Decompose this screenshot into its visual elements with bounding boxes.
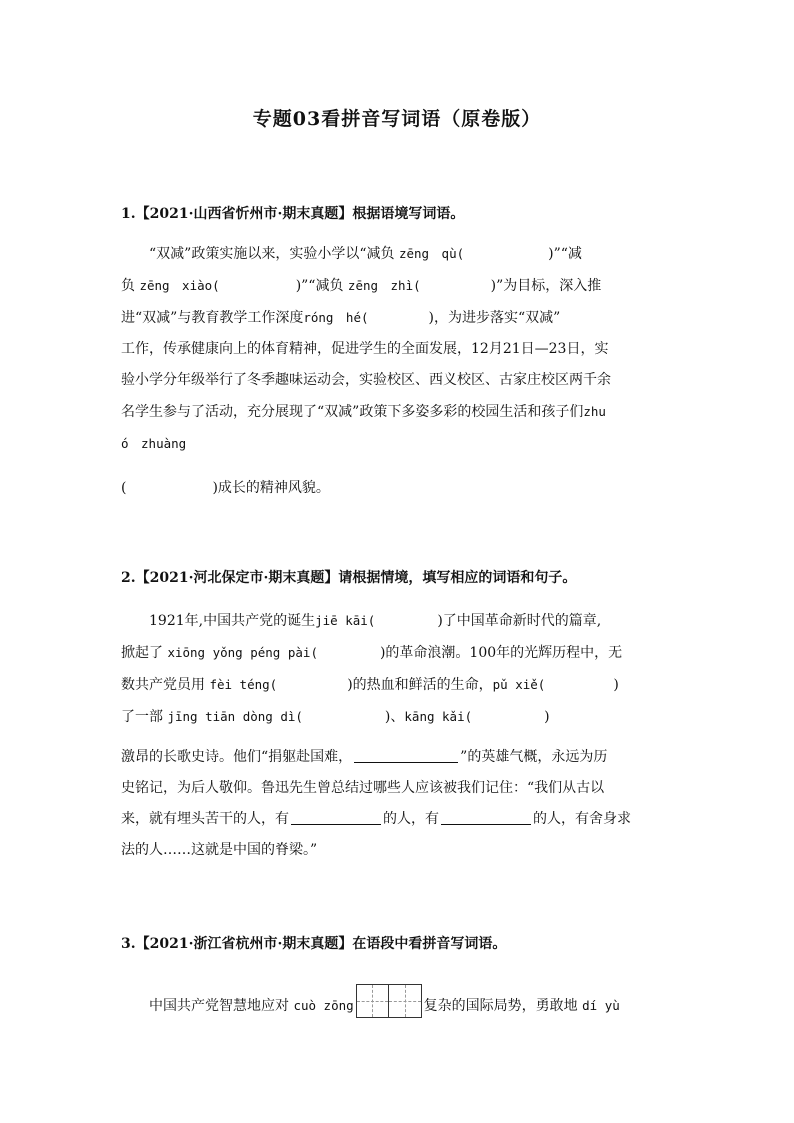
q1-text: )，为进步落实“双减” bbox=[428, 310, 561, 326]
q1-text: )”为目标，深入推 bbox=[490, 278, 602, 294]
q2-text: 1921年,中国共产党的诞生 bbox=[149, 613, 316, 629]
q2-pinyin-1: jiē kāi( bbox=[315, 613, 376, 628]
q2-underline-blank-3[interactable] bbox=[441, 810, 531, 825]
q2-underline-blank-1[interactable] bbox=[354, 748, 458, 763]
q1-line-4: 工作，传承健康向上的体育精神，促进学生的全面发展，12月21日—23日，实 bbox=[121, 341, 609, 357]
q1-text: )成长的精神风貌。 bbox=[212, 480, 330, 496]
question-2-heading: 2.【2021·河北保定市·期末真题】请根据情境，填写相应的词语和句子。 bbox=[121, 570, 577, 586]
q2-text: 的人，有舍身求 bbox=[533, 811, 631, 827]
q1-line-2 bbox=[121, 270, 677, 302]
q3-pinyin-2: dí yù bbox=[582, 998, 620, 1013]
question-1-heading: 1.【2021·山西省忻州市·期末真题】根据语境写词语。 bbox=[121, 206, 465, 222]
tianzige-cell[interactable] bbox=[389, 985, 421, 1017]
q2-line-8: 法的人……这就是中国的脊梁。” bbox=[121, 842, 318, 858]
q1-line-5: 验小学分年级举行了冬季趣味运动会，实验校区、西义校区、古家庄校区两千余 bbox=[121, 372, 611, 388]
q1-text: ( bbox=[121, 480, 127, 496]
q3-text: 中国共产党智慧地应对 bbox=[149, 998, 289, 1014]
q2-text: 掀起了 bbox=[121, 645, 163, 661]
q1-pinyin-4: róng hé( bbox=[303, 310, 369, 325]
question-2-passage-a bbox=[121, 605, 677, 733]
question-3-heading: 3.【2021·浙江省杭州市·期末真题】在语段中看拼音写词语。 bbox=[121, 936, 507, 952]
q1-text: )”“减 bbox=[548, 246, 582, 262]
q2-line-6: 史铭记，为后人敬仰。鲁迅先生曾总结过哪些人应该被我们记住：“我们从古以 bbox=[121, 780, 605, 796]
q2-text: )的热血和鲜活的生命， bbox=[347, 677, 493, 693]
q3-line-1 bbox=[121, 984, 677, 1022]
q2-line-4 bbox=[121, 701, 677, 733]
question-3-passage bbox=[121, 984, 677, 1022]
q1-line-1 bbox=[121, 238, 677, 270]
page-title: 专题03看拼音写词语（原卷版） bbox=[252, 108, 542, 130]
q2-pinyin-2: xiōng yǒng péng pài( bbox=[167, 645, 318, 660]
q2-pinyin-5: jīng tiān dòng dì( bbox=[167, 709, 303, 724]
q3-text: 复杂的国际局势，勇敢地 bbox=[423, 998, 578, 1014]
q2-text: ) bbox=[613, 677, 619, 693]
question-2-passage-b bbox=[121, 742, 677, 866]
q2-text: ) bbox=[544, 709, 550, 725]
q2-text: 数共产党员用 bbox=[121, 677, 205, 693]
q1-text: 负 bbox=[121, 278, 135, 294]
q1-line-3 bbox=[121, 302, 677, 334]
q1-line-8 bbox=[121, 473, 677, 504]
q2-text: ”的英雄气概，永远为历 bbox=[460, 749, 608, 765]
q1-pinyin-5a: zhu bbox=[583, 404, 606, 419]
q1-text: “双减”政策实施以来，实验小学以“减负 bbox=[149, 246, 395, 262]
q2-line-5 bbox=[121, 742, 677, 773]
q2-text: 激昂的长歌史诗。他们“捐躯赴国难， bbox=[121, 749, 353, 765]
q2-underline-blank-2[interactable] bbox=[291, 810, 381, 825]
q2-pinyin-3: fèi téng( bbox=[209, 677, 278, 692]
q2-text: 了一部 bbox=[121, 709, 163, 725]
q1-line-6 bbox=[121, 396, 677, 428]
q2-line-7 bbox=[121, 804, 677, 835]
q2-text: 的人，有 bbox=[383, 811, 439, 827]
q1-pinyin-2: zēng xiào( bbox=[139, 278, 220, 293]
q2-pinyin-6: kāng kǎi( bbox=[404, 709, 473, 724]
q1-text: 名学生参与了活动，充分展现了“双减”政策下多姿多彩的校园生活和孩子们 bbox=[121, 404, 584, 420]
q2-text: )了中国革命新时代的篇章, bbox=[437, 613, 602, 629]
q1-pinyin-3: zēng zhì( bbox=[347, 278, 421, 293]
q1-line-7 bbox=[121, 428, 677, 460]
q2-text: )、 bbox=[384, 709, 405, 725]
q2-line-3 bbox=[121, 669, 677, 701]
q2-pinyin-4: pǔ xiě( bbox=[492, 677, 546, 692]
q2-text: 来，就有埋头苦干的人，有 bbox=[121, 811, 289, 827]
q1-text: 进“双减”与教育教学工作深度 bbox=[121, 310, 304, 326]
question-1-passage bbox=[121, 238, 677, 460]
q1-text: )”“减负 bbox=[295, 278, 344, 294]
q2-text: )的革命浪潮。100年的光辉历程中，无 bbox=[379, 645, 623, 661]
q2-line-1 bbox=[121, 605, 677, 637]
q2-line-2 bbox=[121, 637, 677, 669]
tianzige-grid[interactable] bbox=[356, 984, 422, 1018]
q3-pinyin-1: cuò zōng bbox=[293, 998, 354, 1013]
tianzige-cell[interactable] bbox=[357, 985, 389, 1017]
q1-pinyin-1: zēng qù( bbox=[398, 246, 465, 261]
q1-pinyin-5b: ó zhuàng bbox=[121, 436, 187, 451]
